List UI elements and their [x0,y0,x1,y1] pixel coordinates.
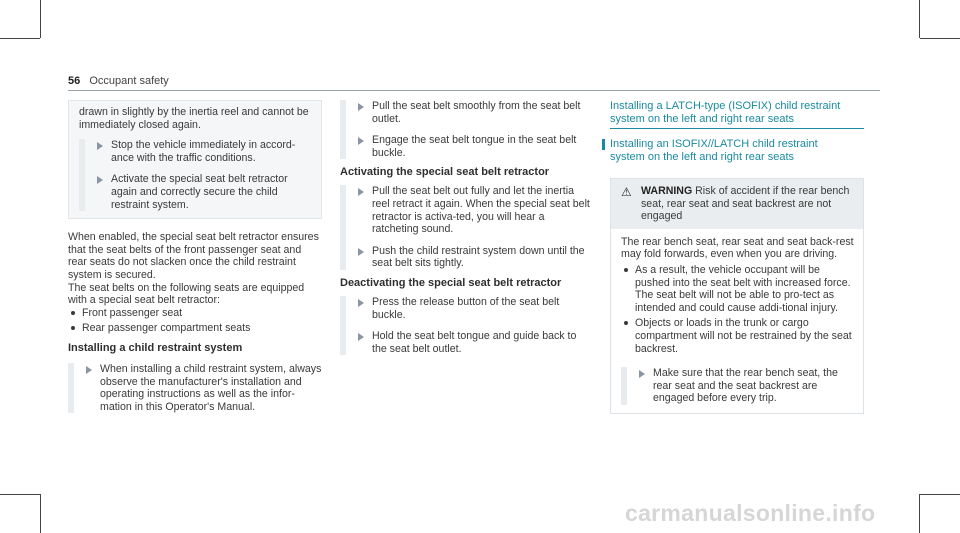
subheading: Installing an ISOFIX//LATCH child restraint system on the left and right rear seats [610,138,864,164]
heading: Activating the special seat belt retractor [340,166,550,179]
bullet-item: Rear passenger compartment seats [68,322,322,335]
bullet-item: Objects or loads in the trunk or cargo compartment will not be restrained by the seat backrest. [621,317,855,355]
crop-mark [40,0,41,38]
column-3 [610,100,864,414]
section-title: Occupant safety [89,75,169,87]
bullet-icon [624,268,628,272]
step-item: Activate the special seat belt retractor again and correctly secure the child restraint system. [95,173,313,211]
warning-icon: ⚠ [621,185,632,199]
subheading-marker [602,139,605,150]
watermark: carmanualsonline.info [625,500,876,526]
crop-mark [0,38,40,39]
bullet-item: Front passenger seat [68,307,322,320]
column-2 [340,100,590,355]
step-arrow-icon [639,370,645,378]
warning-text: Risk of accident if the rear bench seat, rear seat and seat backrest are not engaged [641,185,850,223]
heading: Installing a child restraint system [68,341,243,354]
crop-mark [919,494,920,533]
step-arrow-icon [358,248,364,256]
step-arrow-icon [358,188,364,196]
step-item: Hold the seat belt tongue and guide back to the seat belt outlet. [356,330,590,355]
warning-box [610,178,864,414]
crop-mark [920,494,960,495]
step-arrow-icon [97,142,103,150]
crop-mark [920,38,960,39]
step-arrow-icon [358,299,364,307]
bullet-item: As a result, the vehicle occupant will be pushed into the seat belt with increased force. The seat belt will not be able to pro-tect as intended and could cause addi-tional injury. [621,264,855,314]
bullet-icon [624,321,628,325]
crop-mark [40,494,41,533]
info-box [68,100,322,219]
page-number: 56 [68,75,81,87]
paragraph: The rear bench seat, rear seat and seat back-rest may fold forwards, even when you are driving. [621,235,854,261]
crop-mark [0,494,40,495]
warning-header [611,179,863,229]
step-item: Press the release button of the seat belt buckle. [356,296,590,321]
step-item: When installing a child restraint system, always observe the manufacturer's installation and operating instructions as well as the infor-mation in this Operator's Manual. [84,363,322,413]
section-heading-rule [610,128,864,129]
step-arrow-icon [358,103,364,111]
section-heading: Installing a LATCH-type (ISOFIX) child restraint system on the left and right rear seats [610,100,841,125]
step-item: Stop the vehicle immediately in accord-ance with the traffic conditions. [95,139,313,164]
paragraph: When enabled, the special seat belt retractor ensures that the seat belts of the front passenger seat and rear seats do not slacken once the child restraint system is secured. [68,231,319,281]
step-item: Pull the seat belt smoothly from the seat belt outlet. [356,100,590,125]
step-arrow-icon [97,176,103,184]
page-header [68,75,169,87]
step-arrow-icon [358,333,364,341]
crop-mark [919,0,920,38]
heading: Deactivating the special seat belt retractor [340,276,562,289]
step-arrow-icon [86,366,92,374]
info-box-text: drawn in slightly by the inertia reel and cannot be immediately closed again. [79,106,309,131]
bullet-icon [71,326,75,330]
warning-label: WARNING [641,185,693,197]
step-item: Pull the seat belt out fully and let the inertia reel retract it again. When the special seat belt retractor is activa-ted, you will hear a ratcheting sound. [356,185,590,235]
step-item: Engage the seat belt tongue in the seat belt buckle. [356,134,590,159]
bullet-icon [71,311,75,315]
step-item: Push the child restraint system down until the seat belt sits tightly. [356,245,590,270]
step-item: Make sure that the rear bench seat, the rear seat and the seat backrest are engaged before every trip. [637,367,855,405]
paragraph: The seat belts on the following seats are equipped with a special seat belt retractor: [68,281,305,307]
step-arrow-icon [358,137,364,145]
column-1 [68,100,322,413]
header-rule [68,90,880,91]
